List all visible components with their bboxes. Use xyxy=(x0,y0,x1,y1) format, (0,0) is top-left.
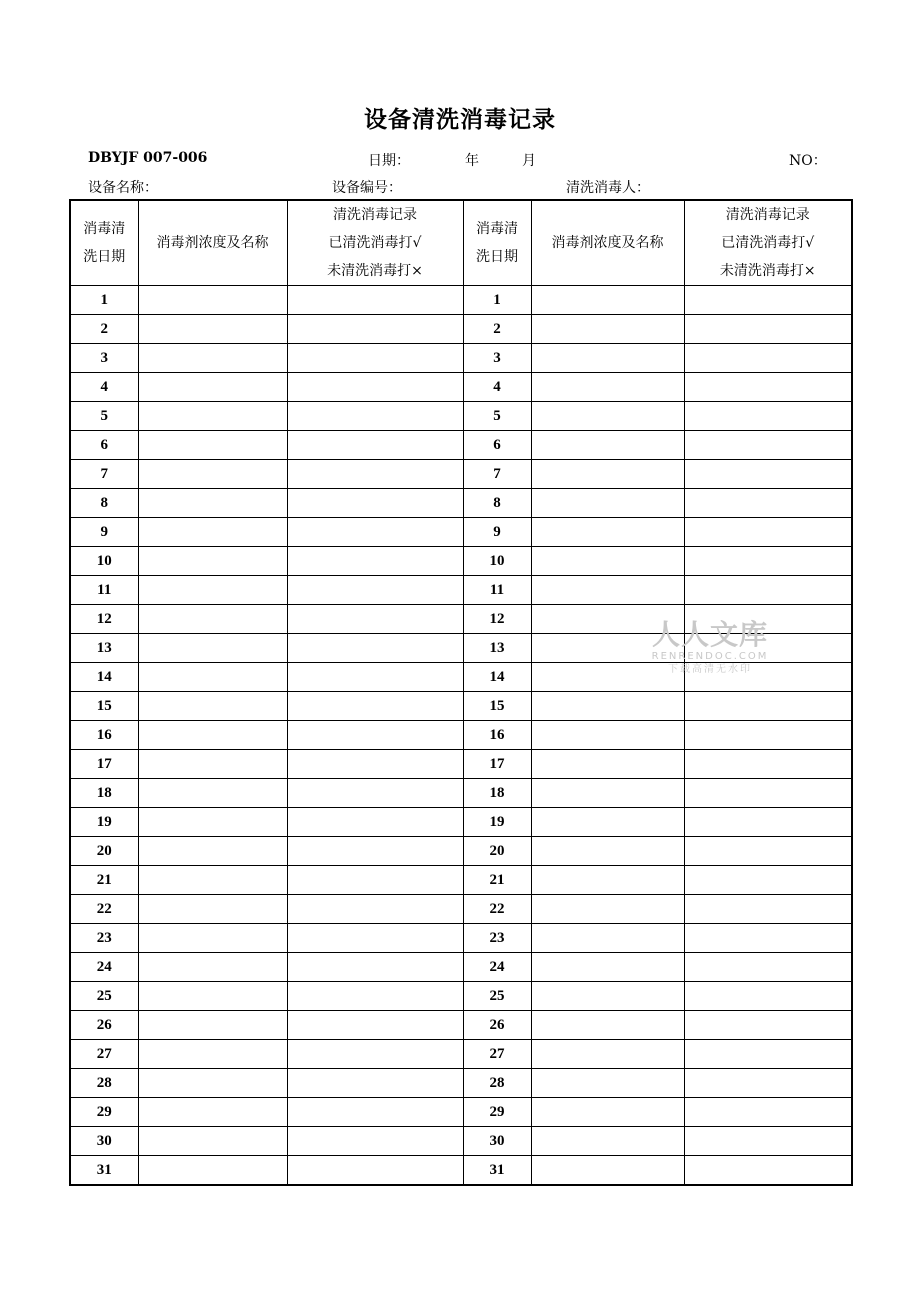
day-number-cell: 1 xyxy=(70,286,138,315)
record-entry-cell[interactable] xyxy=(684,576,852,605)
record-entry-cell[interactable] xyxy=(684,692,852,721)
day-number-cell: 8 xyxy=(70,489,138,518)
table-row xyxy=(70,866,852,895)
record-entry-cell[interactable] xyxy=(684,924,852,953)
record-entry-cell[interactable] xyxy=(287,953,463,982)
record-entry-cell[interactable] xyxy=(684,1156,852,1186)
device-no-label: 设备编号： xyxy=(332,180,402,196)
table-row xyxy=(70,286,852,315)
agent-entry-cell[interactable] xyxy=(138,373,287,402)
day-number-cell: 19 xyxy=(70,808,138,837)
record-entry-cell[interactable] xyxy=(684,431,852,460)
agent-entry-cell[interactable] xyxy=(531,460,684,489)
day-number-cell: 20 xyxy=(70,837,138,866)
device-name-label: 设备名称： xyxy=(88,180,158,196)
table-row xyxy=(70,344,852,373)
day-number-cell: 3 xyxy=(463,344,531,373)
agent-entry-cell[interactable] xyxy=(138,721,287,750)
day-number-cell: 21 xyxy=(70,866,138,895)
record-entry-cell[interactable] xyxy=(684,982,852,1011)
disinfection-log-table xyxy=(69,199,853,1186)
day-number-cell: 22 xyxy=(70,895,138,924)
record-entry-cell[interactable] xyxy=(684,489,852,518)
day-number-cell: 10 xyxy=(463,547,531,576)
day-number-cell: 16 xyxy=(70,721,138,750)
agent-entry-cell[interactable] xyxy=(138,866,287,895)
table-row xyxy=(70,808,852,837)
table-row xyxy=(70,576,852,605)
agent-entry-cell[interactable] xyxy=(531,286,684,315)
day-number-cell: 24 xyxy=(463,953,531,982)
day-number-cell: 31 xyxy=(463,1156,531,1186)
table-header-row xyxy=(70,200,852,286)
record-entry-cell[interactable] xyxy=(287,1098,463,1127)
operator-label: 清洗消毒人： xyxy=(566,180,650,196)
table-row xyxy=(70,1011,852,1040)
record-entry-cell[interactable] xyxy=(287,1011,463,1040)
record-entry-cell[interactable] xyxy=(287,605,463,634)
day-number-cell: 13 xyxy=(70,634,138,663)
record-entry-cell[interactable] xyxy=(684,721,852,750)
table-row xyxy=(70,373,852,402)
day-number-cell: 14 xyxy=(70,663,138,692)
day-number-cell: 27 xyxy=(70,1040,138,1069)
record-entry-cell[interactable] xyxy=(287,779,463,808)
agent-entry-cell[interactable] xyxy=(138,1040,287,1069)
record-entry-cell[interactable] xyxy=(287,460,463,489)
record-column-header: 清洗消毒记录 已清洗消毒打√ 未清洗消毒打× xyxy=(287,200,463,286)
watermark-subtitle: 下载高清无水印 xyxy=(668,664,752,675)
table-row xyxy=(70,431,852,460)
record-entry-cell[interactable] xyxy=(287,721,463,750)
record-entry-cell[interactable] xyxy=(287,895,463,924)
day-number-cell: 17 xyxy=(70,750,138,779)
watermark-domain: RENRENDOC.COM xyxy=(651,651,769,662)
agent-entry-cell[interactable] xyxy=(138,518,287,547)
form-code: DBYJF 007-006 xyxy=(88,150,208,166)
agent-entry-cell[interactable] xyxy=(138,692,287,721)
day-number-cell: 6 xyxy=(463,431,531,460)
date-column-header: 消毒清 洗日期 xyxy=(70,200,138,286)
agent-entry-cell[interactable] xyxy=(138,547,287,576)
agent-entry-cell[interactable] xyxy=(531,808,684,837)
agent-entry-cell[interactable] xyxy=(531,547,684,576)
day-number-cell: 24 xyxy=(70,953,138,982)
agent-entry-cell[interactable] xyxy=(138,750,287,779)
table-row xyxy=(70,953,852,982)
table-row xyxy=(70,1127,852,1156)
agent-entry-cell[interactable] xyxy=(138,1156,287,1186)
agent-entry-cell[interactable] xyxy=(138,1069,287,1098)
day-number-cell: 27 xyxy=(463,1040,531,1069)
agent-entry-cell[interactable] xyxy=(531,692,684,721)
record-entry-cell[interactable] xyxy=(287,982,463,1011)
agent-entry-cell[interactable] xyxy=(531,750,684,779)
day-number-cell: 3 xyxy=(70,344,138,373)
record-entry-cell[interactable] xyxy=(684,750,852,779)
agent-entry-cell[interactable] xyxy=(138,953,287,982)
day-number-cell: 8 xyxy=(463,489,531,518)
agent-entry-cell[interactable] xyxy=(531,431,684,460)
record-entry-cell[interactable] xyxy=(287,634,463,663)
record-entry-cell[interactable] xyxy=(287,547,463,576)
agent-entry-cell[interactable] xyxy=(138,837,287,866)
record-entry-cell[interactable] xyxy=(287,663,463,692)
month-label: 月 xyxy=(522,153,536,169)
watermark-title: 人人文库 xyxy=(651,618,768,651)
agent-entry-cell[interactable] xyxy=(531,1127,684,1156)
record-entry-cell[interactable] xyxy=(684,460,852,489)
table-row xyxy=(70,547,852,576)
day-number-cell: 2 xyxy=(70,315,138,344)
agent-entry-cell[interactable] xyxy=(138,663,287,692)
record-column-header: 清洗消毒记录 已清洗消毒打√ 未清洗消毒打× xyxy=(684,200,852,286)
table-row xyxy=(70,402,852,431)
day-number-cell: 5 xyxy=(70,402,138,431)
agent-entry-cell[interactable] xyxy=(531,866,684,895)
agent-entry-cell[interactable] xyxy=(531,837,684,866)
record-entry-cell[interactable] xyxy=(287,924,463,953)
day-number-cell: 29 xyxy=(463,1098,531,1127)
day-number-cell: 26 xyxy=(463,1011,531,1040)
day-number-cell: 28 xyxy=(70,1069,138,1098)
record-entry-cell[interactable] xyxy=(684,1069,852,1098)
year-label: 年 xyxy=(465,153,479,169)
table-row xyxy=(70,315,852,344)
agent-entry-cell[interactable] xyxy=(531,373,684,402)
record-entry-cell[interactable] xyxy=(684,1127,852,1156)
day-number-cell: 20 xyxy=(463,837,531,866)
day-number-cell: 22 xyxy=(463,895,531,924)
record-entry-cell[interactable] xyxy=(684,953,852,982)
table-row xyxy=(70,1098,852,1127)
day-number-cell: 1 xyxy=(463,286,531,315)
table-row xyxy=(70,1069,852,1098)
agent-entry-cell[interactable] xyxy=(138,779,287,808)
record-entry-cell[interactable] xyxy=(684,1040,852,1069)
agent-entry-cell[interactable] xyxy=(531,1069,684,1098)
no-label: NO： xyxy=(789,153,827,169)
agent-entry-cell[interactable] xyxy=(531,1156,684,1186)
agent-entry-cell[interactable] xyxy=(531,315,684,344)
agent-entry-cell[interactable] xyxy=(138,344,287,373)
agent-entry-cell[interactable] xyxy=(138,489,287,518)
record-entry-cell[interactable] xyxy=(684,373,852,402)
table-row xyxy=(70,750,852,779)
agent-entry-cell[interactable] xyxy=(531,1098,684,1127)
table-row xyxy=(70,837,852,866)
record-entry-cell[interactable] xyxy=(287,286,463,315)
day-number-cell: 28 xyxy=(463,1069,531,1098)
agent-entry-cell[interactable] xyxy=(531,1040,684,1069)
table-row xyxy=(70,779,852,808)
day-number-cell: 4 xyxy=(70,373,138,402)
record-entry-cell[interactable] xyxy=(684,1011,852,1040)
day-number-cell: 11 xyxy=(463,576,531,605)
agent-entry-cell[interactable] xyxy=(531,924,684,953)
table-row xyxy=(70,1156,852,1186)
record-entry-cell[interactable] xyxy=(287,431,463,460)
agent-entry-cell[interactable] xyxy=(138,605,287,634)
table-row xyxy=(70,1040,852,1069)
day-number-cell: 15 xyxy=(70,692,138,721)
agent-entry-cell[interactable] xyxy=(138,1127,287,1156)
record-entry-cell[interactable] xyxy=(287,576,463,605)
day-number-cell: 31 xyxy=(70,1156,138,1186)
record-entry-cell[interactable] xyxy=(684,315,852,344)
day-number-cell: 21 xyxy=(463,866,531,895)
table-row xyxy=(70,692,852,721)
day-number-cell: 17 xyxy=(463,750,531,779)
agent-entry-cell[interactable] xyxy=(531,721,684,750)
record-entry-cell[interactable] xyxy=(287,808,463,837)
record-entry-cell[interactable] xyxy=(287,866,463,895)
table-row xyxy=(70,489,852,518)
day-number-cell: 12 xyxy=(70,605,138,634)
day-number-cell: 5 xyxy=(463,402,531,431)
table-row xyxy=(70,924,852,953)
record-entry-cell[interactable] xyxy=(287,373,463,402)
agent-entry-cell[interactable] xyxy=(138,402,287,431)
record-entry-cell[interactable] xyxy=(684,808,852,837)
agent-entry-cell[interactable] xyxy=(138,895,287,924)
record-entry-cell[interactable] xyxy=(684,895,852,924)
date-label: 日期： xyxy=(368,153,410,169)
record-entry-cell[interactable] xyxy=(287,1069,463,1098)
day-number-cell: 6 xyxy=(70,431,138,460)
date-column-header: 消毒清 洗日期 xyxy=(463,200,531,286)
table-row xyxy=(70,518,852,547)
record-entry-cell[interactable] xyxy=(287,489,463,518)
agent-entry-cell[interactable] xyxy=(531,1011,684,1040)
agent-entry-cell[interactable] xyxy=(531,402,684,431)
day-number-cell: 23 xyxy=(463,924,531,953)
agent-entry-cell[interactable] xyxy=(138,808,287,837)
agent-entry-cell[interactable] xyxy=(531,895,684,924)
record-entry-cell[interactable] xyxy=(287,402,463,431)
record-entry-cell[interactable] xyxy=(287,518,463,547)
day-number-cell: 25 xyxy=(463,982,531,1011)
record-entry-cell[interactable] xyxy=(684,866,852,895)
watermark xyxy=(640,620,780,676)
day-number-cell: 19 xyxy=(463,808,531,837)
agent-entry-cell[interactable] xyxy=(138,286,287,315)
table-row xyxy=(70,982,852,1011)
day-number-cell: 16 xyxy=(463,721,531,750)
agent-entry-cell[interactable] xyxy=(531,779,684,808)
agent-entry-cell[interactable] xyxy=(531,344,684,373)
record-entry-cell[interactable] xyxy=(287,1040,463,1069)
record-entry-cell[interactable] xyxy=(684,402,852,431)
day-number-cell: 30 xyxy=(70,1127,138,1156)
agent-entry-cell[interactable] xyxy=(138,431,287,460)
agent-entry-cell[interactable] xyxy=(531,518,684,547)
record-entry-cell[interactable] xyxy=(684,779,852,808)
day-number-cell: 14 xyxy=(463,663,531,692)
agent-entry-cell[interactable] xyxy=(138,315,287,344)
day-number-cell: 29 xyxy=(70,1098,138,1127)
record-entry-cell[interactable] xyxy=(684,286,852,315)
day-number-cell: 12 xyxy=(463,605,531,634)
record-entry-cell[interactable] xyxy=(684,518,852,547)
day-number-cell: 10 xyxy=(70,547,138,576)
record-entry-cell[interactable] xyxy=(287,692,463,721)
day-number-cell: 7 xyxy=(463,460,531,489)
agent-column-header: 消毒剂浓度及名称 xyxy=(531,200,684,286)
agent-column-header: 消毒剂浓度及名称 xyxy=(138,200,287,286)
day-number-cell: 15 xyxy=(463,692,531,721)
day-number-cell: 25 xyxy=(70,982,138,1011)
day-number-cell: 2 xyxy=(463,315,531,344)
agent-entry-cell[interactable] xyxy=(138,924,287,953)
day-number-cell: 18 xyxy=(463,779,531,808)
table-row xyxy=(70,895,852,924)
day-number-cell: 23 xyxy=(70,924,138,953)
day-number-cell: 30 xyxy=(463,1127,531,1156)
day-number-cell: 11 xyxy=(70,576,138,605)
day-number-cell: 9 xyxy=(463,518,531,547)
agent-entry-cell[interactable] xyxy=(138,634,287,663)
agent-entry-cell[interactable] xyxy=(138,1011,287,1040)
record-entry-cell[interactable] xyxy=(684,837,852,866)
day-number-cell: 18 xyxy=(70,779,138,808)
agent-entry-cell[interactable] xyxy=(531,576,684,605)
day-number-cell: 9 xyxy=(70,518,138,547)
record-entry-cell[interactable] xyxy=(684,344,852,373)
table-row xyxy=(70,721,852,750)
table-row xyxy=(70,460,852,489)
agent-entry-cell[interactable] xyxy=(138,576,287,605)
record-entry-cell[interactable] xyxy=(287,1127,463,1156)
agent-entry-cell[interactable] xyxy=(138,982,287,1011)
record-entry-cell[interactable] xyxy=(684,1098,852,1127)
agent-entry-cell[interactable] xyxy=(138,1098,287,1127)
agent-entry-cell[interactable] xyxy=(531,489,684,518)
day-number-cell: 7 xyxy=(70,460,138,489)
day-number-cell: 26 xyxy=(70,1011,138,1040)
agent-entry-cell[interactable] xyxy=(531,982,684,1011)
record-entry-cell[interactable] xyxy=(287,837,463,866)
agent-entry-cell[interactable] xyxy=(531,953,684,982)
day-number-cell: 4 xyxy=(463,373,531,402)
day-number-cell: 13 xyxy=(463,634,531,663)
record-entry-cell[interactable] xyxy=(684,547,852,576)
record-entry-cell[interactable] xyxy=(287,750,463,779)
record-entry-cell[interactable] xyxy=(287,344,463,373)
page-title: 设备清洗消毒记录 xyxy=(364,106,556,133)
record-entry-cell[interactable] xyxy=(287,1156,463,1186)
agent-entry-cell[interactable] xyxy=(138,460,287,489)
record-entry-cell[interactable] xyxy=(287,315,463,344)
